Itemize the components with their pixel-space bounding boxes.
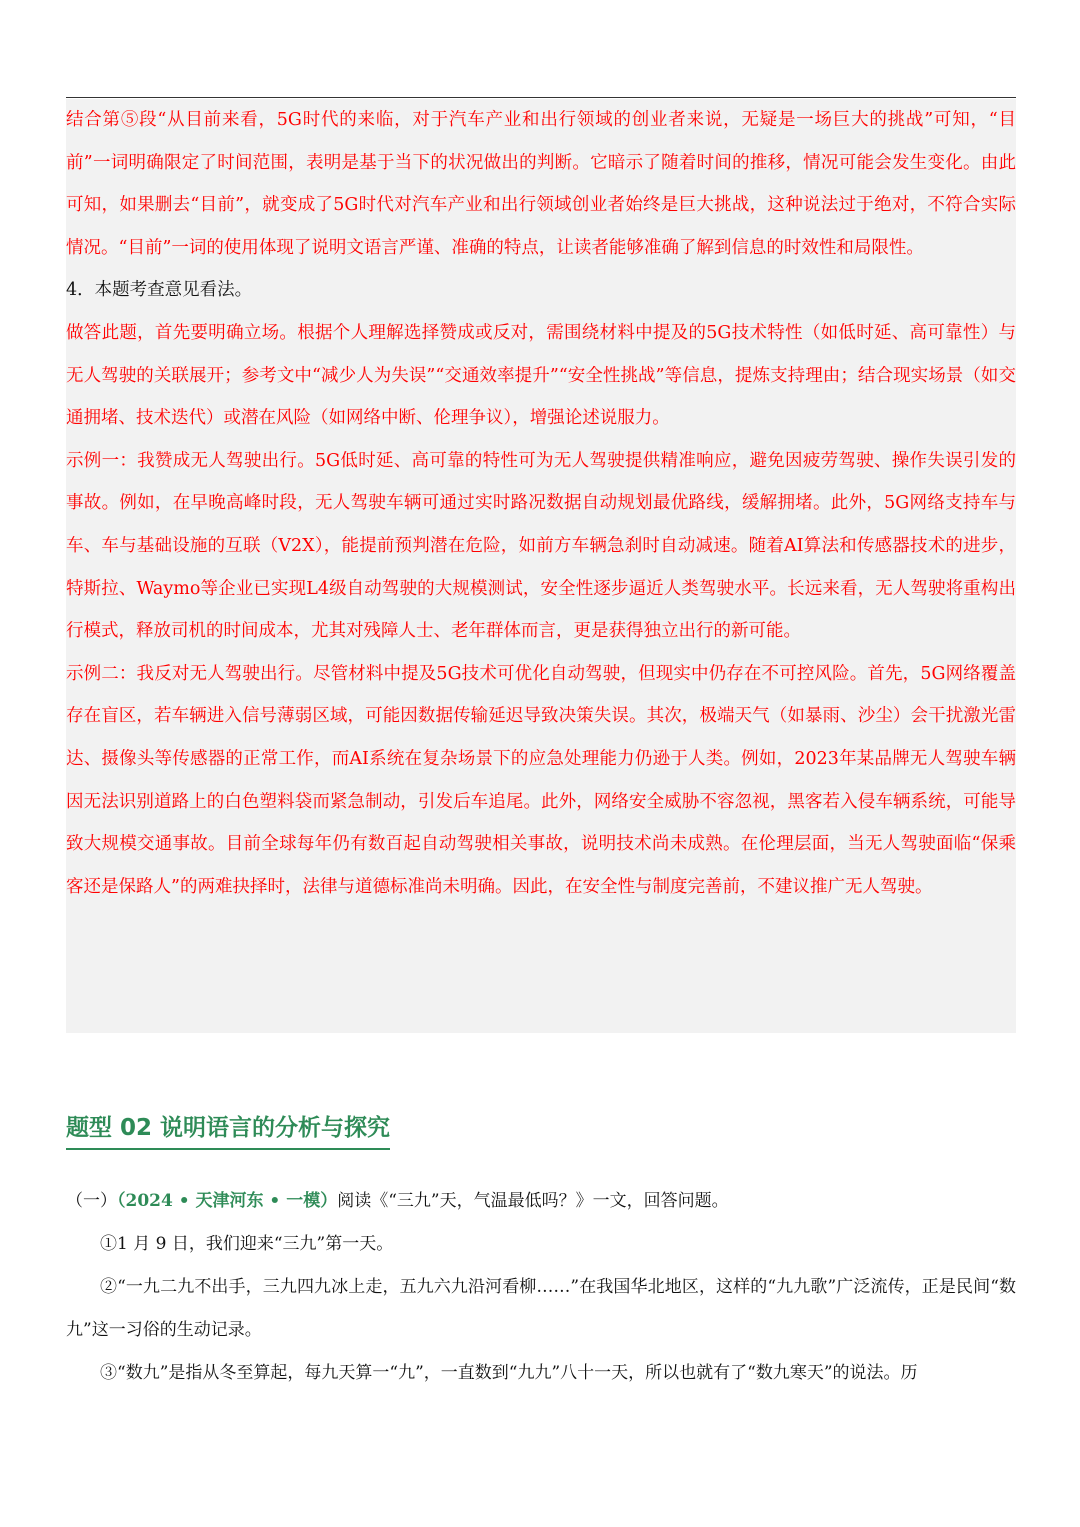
answer-q4-method: 做答此题，首先要明确立场。根据个人理解选择赞成或反对，需围绕材料中提及的5G技术特性（如低时延、高可靠性）与无人驾驶的关联展开；参考文中“减少人为失误”“交通效率提升”“安全性挑战”等信息，提炼支持理由；结合现实场景（如交通拥堵、技术迭代）或潜在风险（如网络中断、伦理争议），增强论述说服力。 bbox=[66, 322, 1016, 429]
top-rule bbox=[66, 97, 1016, 98]
answer-para-3-analysis: 结合第⑤段“从目前来看，5G时代的来临，对于汽车产业和出行领域的创业者来说，无疑是一场巨大的挑战”可知，“目前”一词明确限定了时间范围，表明是基于当下的状况做出的判断。它暗示了随着时间的推移，情况可能会发生变化。由此可知，如果删去“目前”，就变成了5G时代对汽车产业和出行领域创业者始终是巨大挑战，这种说法过于绝对，不符合实际情况。“目前”一词的使用体现了说明文语言严谨、准确的特点，让读者能够准确了解到信息的时效性和局限性。 bbox=[66, 110, 1016, 258]
passage-paragraph-1: ①1 月 9 日，我们迎来“三九”第一天。 bbox=[100, 1234, 394, 1254]
question-prompt: 阅读《“三九”天，气温最低吗？》一文，回答问题。 bbox=[337, 1191, 729, 1211]
section-title: 题型 02 说明语言的分析与探究 bbox=[66, 1108, 390, 1150]
question-source: （2024 • 天津河东 • 一模） bbox=[117, 1191, 338, 1211]
answer-example-2: 示例二：我反对无人驾驶出行。尽管材料中提及5G技术可优化自动驾驶，但现实中仍存在不可控风险。首先，5G网络覆盖存在盲区，若车辆进入信号薄弱区域，可能因数据传输延迟导致决策失误。其次，极端天气（如暴雨、沙尘）会干扰激光雷达、摄像头等传感器的正常工作，而AI系统在复杂场景下的应急处理能力仍逊于人类。例如，2023年某品牌无人驾驶车辆因无法识别道路上的白色塑料袋而紧急制动，引发后车追尾。此外，网络安全威胁不容忽视，黑客若入侵车辆系统，可能导致大规模交通事故。目前全球每年仍有数百起自动驾驶相关事故，说明技术尚未成熟。在伦理层面，当无人驾驶面临“保乘客还是保路人”的两难抉择时，法律与道德标准尚未明确。因此，在安全性与制度完善前，不建议推广无人驾驶。 bbox=[66, 663, 1016, 897]
answer-block bbox=[66, 99, 1016, 1033]
question-block bbox=[66, 1180, 1016, 1395]
passage-paragraph-3: ③“数九”是指从冬至算起，每九天算一“九”，一直数到“九九”八十一天，所以也就有了“数九寒天”的说法。历 bbox=[100, 1363, 918, 1383]
answer-example-1: 示例一：我赞成无人驾驶出行。5G低时延、高可靠的特性可为无人驾驶提供精准响应，避免因疲劳驾驶、操作失误引发的事故。例如，在早晚高峰时段，无人驾驶车辆可通过实时路况数据自动规划最优路线，缓解拥堵。此外，5G网络支持车与车、车与基础设施的互联（V2X），能提前预判潜在危险，如前方车辆急刹时自动减速。随着AI算法和传感器技术的进步，特斯拉、Waymo等企业已实现L4级自动驾驶的大规模测试，安全性逐步逼近人类驾驶水平。长远来看，无人驾驶将重构出行模式，释放司机的时间成本，尤其对残障人士、老年群体而言，更是获得独立出行的新可能。 bbox=[66, 450, 1016, 642]
question-header bbox=[66, 1180, 1016, 1223]
passage-paragraph-2: ②“一九二九不出手，三九四九冰上走，五九六九沿河看柳……”在我国华北地区，这样的“九九歌”广泛流传，正是民间“数九”这一习俗的生动记录。 bbox=[66, 1277, 1016, 1340]
question-number: （一） bbox=[66, 1191, 117, 1211]
answer-q4-heading: 4．本题考查意见看法。 bbox=[66, 280, 253, 301]
